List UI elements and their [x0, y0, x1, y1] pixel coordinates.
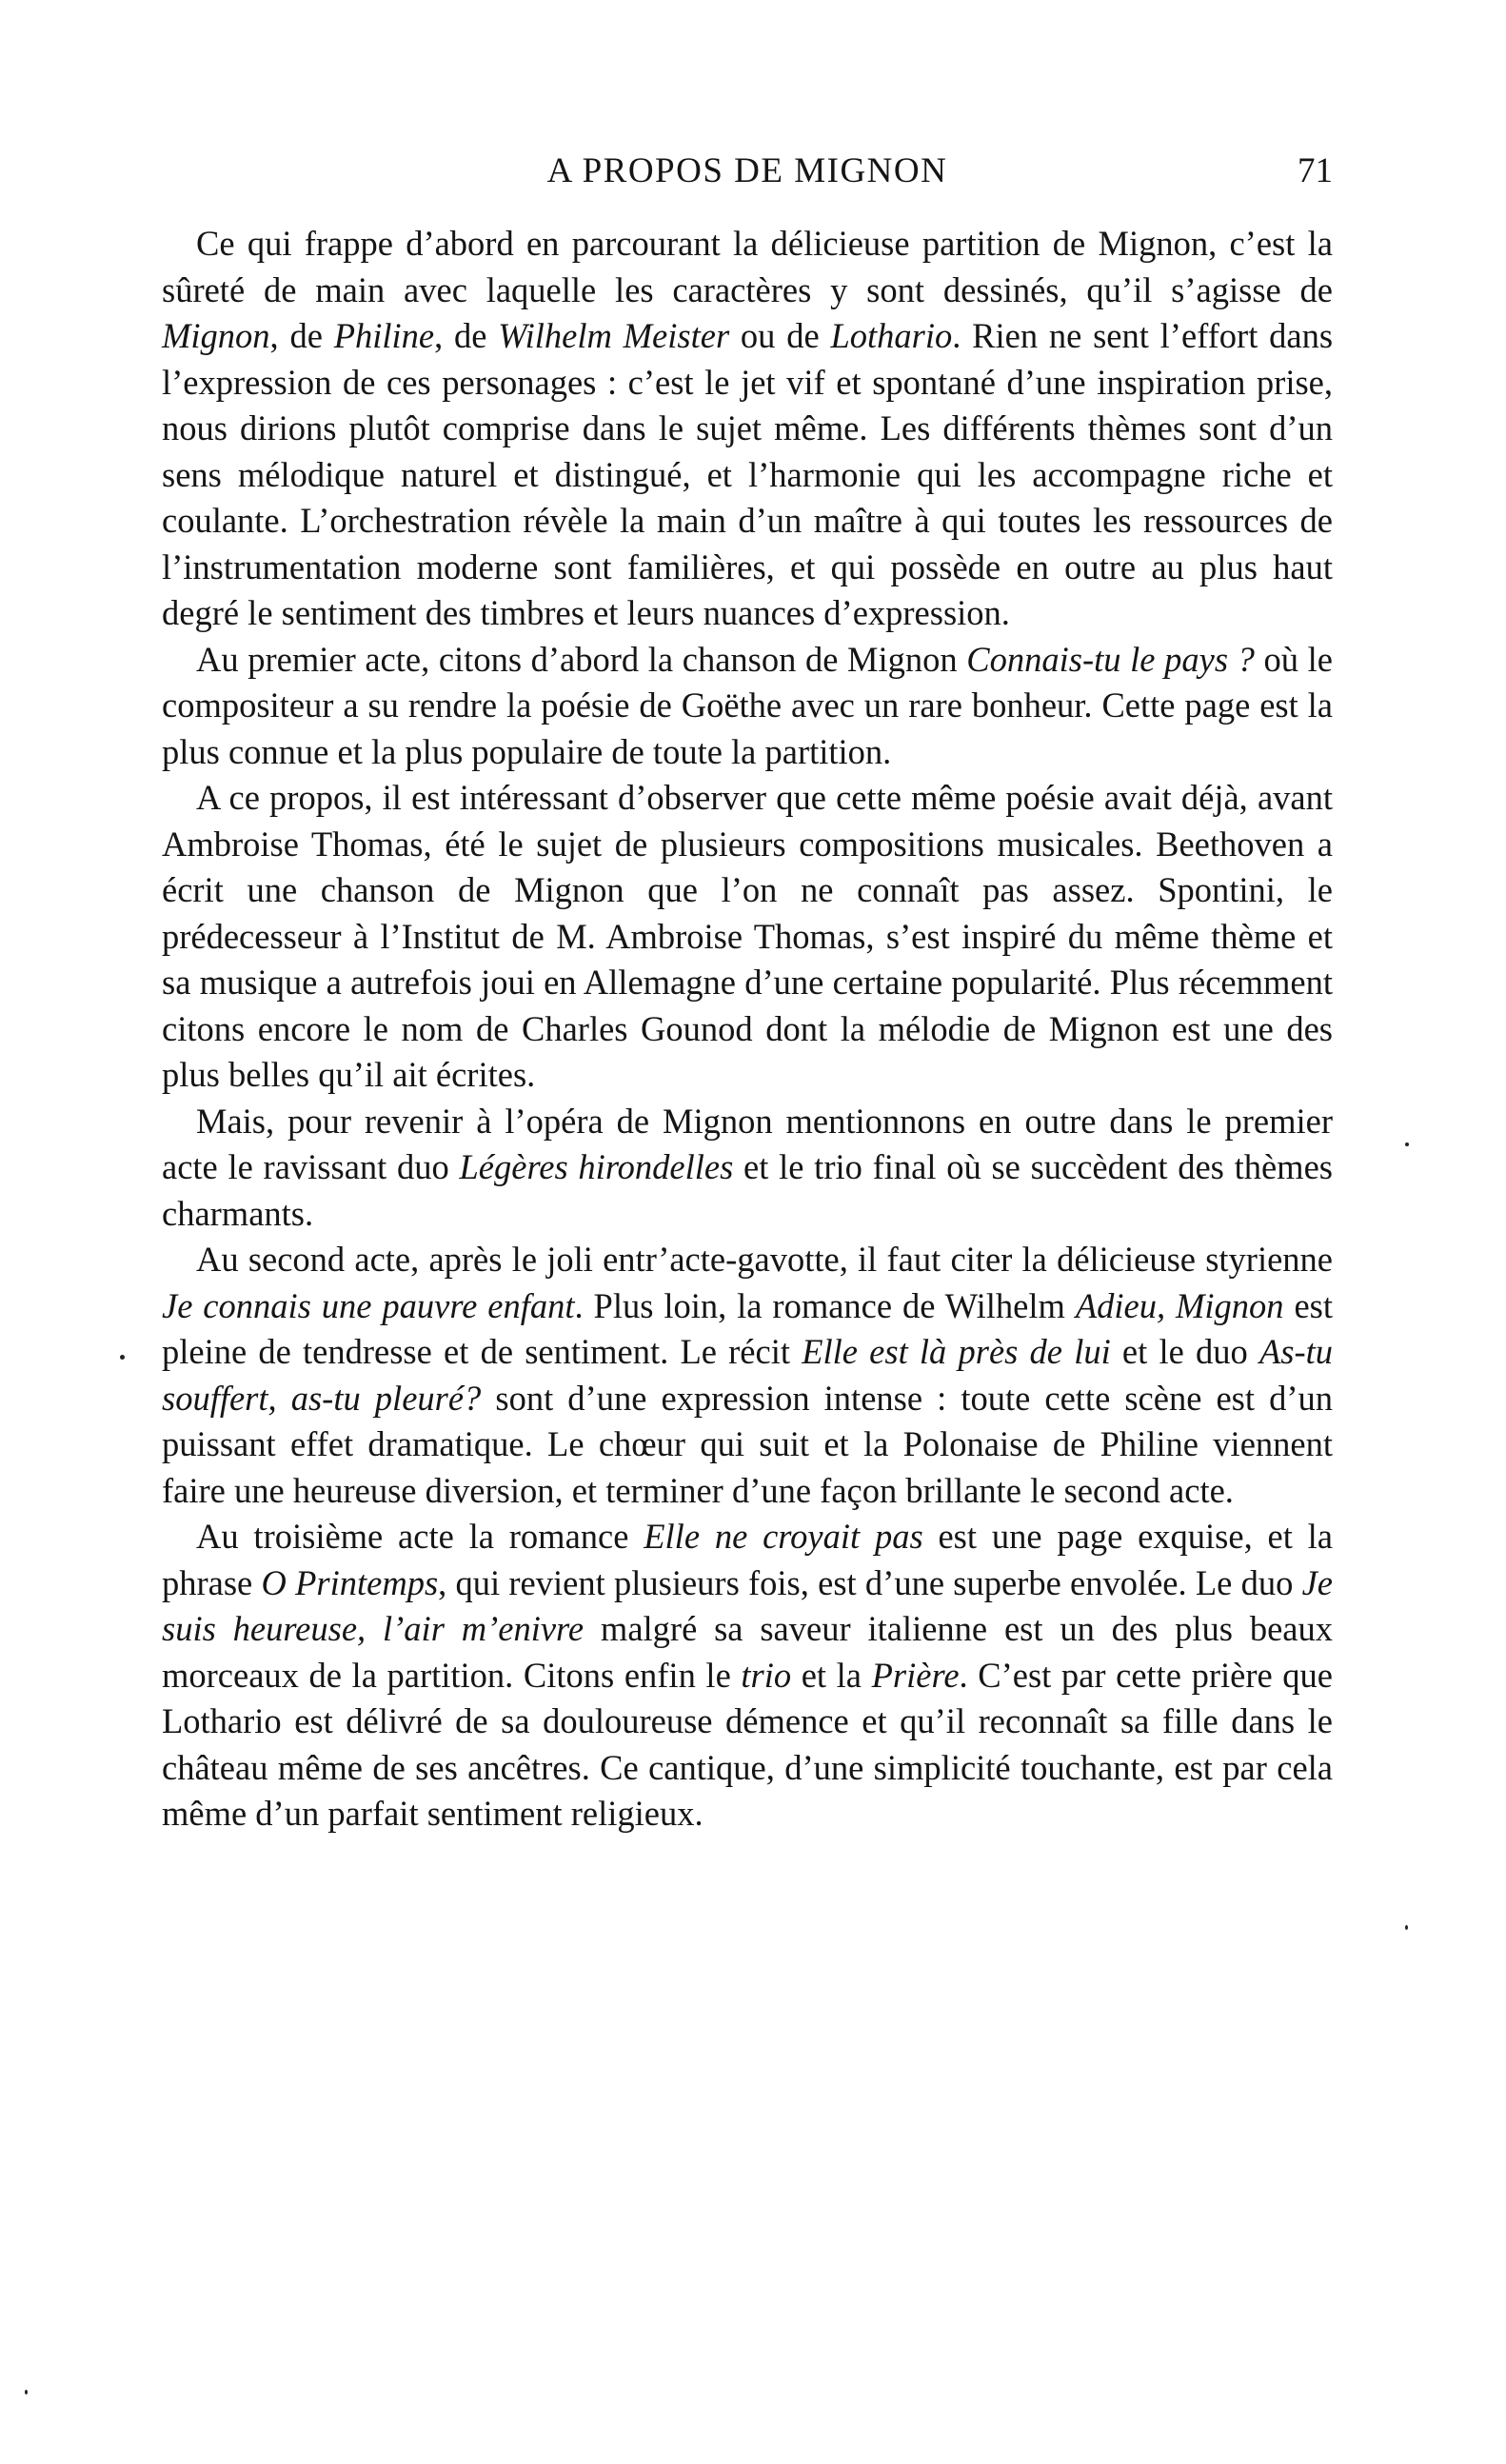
text-run: Au troisième acte la romance — [196, 1517, 644, 1556]
paragraph-1 — [162, 221, 1333, 637]
italic-title: Mignon — [162, 316, 270, 355]
italic-title: Elle est là près de lui — [802, 1332, 1111, 1371]
text-run: est une page exquise, et la phrase — [162, 1517, 1334, 1602]
scan-speck — [1405, 1143, 1409, 1146]
italic-title: trio — [741, 1655, 792, 1695]
text-run: , de — [434, 316, 499, 355]
italic-title: Connais-tu le pays ? — [966, 639, 1255, 679]
text-run: . Rien ne sent l’effort dans l’expression de ces personages : c’est le jet vif et spontané d’une inspiration prise, nous dirions plutôt comprise dans le sujet même. Les différents thèmes sont d’un sens mélodique naturel et distingué, et l’harmonie qui les accompagne riche et coulante. L’orchestration révèle la main d’un maître à qui toutes les ressources de l’instrumentation moderne sont familières, et qui possède en outre au plus haut degré le sentiment des timbres et leurs nuances d’expression. — [162, 316, 1334, 632]
italic-title: Prière — [871, 1655, 960, 1695]
italic-title: Elle ne croyait pas — [644, 1517, 923, 1556]
text-run: où le compositeur a su rendre la poésie de Goëthe avec un rare bonheur. Cette page est la plus connue et la plus populaire de toute la partition. — [162, 639, 1333, 771]
scan-speck — [1405, 1925, 1408, 1930]
text-run: et le duo — [1110, 1332, 1259, 1371]
italic-title: Adieu, Mignon — [1075, 1285, 1284, 1325]
page-number: 71 — [1298, 151, 1333, 190]
text-run: malgré sa saveur italienne est un des plus beaux morceaux de la partition. Citons enfin le — [162, 1609, 1333, 1695]
italic-title: Légères hirondelles — [459, 1147, 734, 1186]
scan-speck — [25, 2390, 28, 2394]
italic-title: As-tu souffert, as-tu pleuré? — [162, 1332, 1334, 1418]
text-run: . Plus loin, la romance de Wilhelm — [574, 1285, 1076, 1325]
text-run: Au premier acte, citons d’abord la chanson de Mignon — [196, 639, 967, 679]
running-head — [162, 143, 1333, 200]
paragraph-2 — [162, 637, 1333, 776]
paragraph-5 — [162, 1237, 1333, 1514]
italic-title: Lothario — [830, 316, 953, 355]
italic-title: Je connais une pauvre enfant — [162, 1285, 575, 1325]
running-title: A PROPOS DE MIGNON — [546, 151, 948, 190]
paragraph-4 — [162, 1099, 1333, 1238]
paragraph-6 — [162, 1514, 1333, 1838]
text-run: , de — [269, 316, 334, 355]
italic-title: O Printemps — [261, 1562, 439, 1602]
italic-title: Philine — [333, 316, 435, 355]
text-run: et la — [791, 1655, 872, 1695]
paragraph-3 — [162, 775, 1333, 1099]
text-run: Ce qui frappe d’abord en parcourant la délicieuse partition de Mignon, c’est la sûreté de main avec laquelle les caractères y sont dessinés, qu’il s’agisse de — [162, 224, 1333, 309]
body-text — [162, 221, 1333, 1838]
text-run: A ce propos, il est intéressant d’observer que cette même poésie avait déjà, avant Ambroise Thomas, été le sujet de plusieurs compositions musicales. Beethoven a écrit une chanson de Mignon que l’on ne connaît pas assez. Spontini, le prédecesseur à l’Institut de M. Ambroise Thomas, s’est inspiré du même thème et sa musique a autrefois joui en Allemagne d’une certaine popularité. Plus récemment citons encore le nom de Charles Gounod dont la mélodie de Mignon est une des plus belles qu’il ait écrites. — [162, 778, 1333, 1094]
text-run: . C’est par cette prière que Lothario est délivré de sa douloureuse démence et qu’il reconnaît sa fille dans le château même de ses ancêtres. Ce cantique, d’une simplicité touchante, est par cela même d’un parfait sentiment religieux. — [162, 1655, 1334, 1833]
text-run: ou de — [729, 316, 831, 355]
text-run: et le trio final où se succèdent des thèmes charmants. — [162, 1147, 1333, 1233]
scan-speck — [120, 1355, 125, 1360]
italic-title: Wilhelm Meister — [498, 316, 730, 355]
text-run: , qui revient plusieurs fois, est d’une superbe envolée. Le duo — [438, 1562, 1302, 1602]
text-run: sont d’une expression intense : toute cette scène est d’un puissant effet dramatique. Le chœur qui suit et la Polonaise de Philine viennent faire une heureuse diversion, et terminer d’une façon brillante le second acte. — [162, 1378, 1333, 1510]
text-run: Au second acte, après le joli entr’acte-gavotte, il faut citer la délicieuse styrienne — [196, 1240, 1333, 1279]
text-run: est pleine de tendresse et de sentiment. Le récit — [162, 1285, 1333, 1371]
italic-title: Je suis heureuse, l’air m’enivre — [162, 1562, 1333, 1648]
text-run: Mais, pour revenir à l’opéra de Mignon mentionnons en outre dans le premier acte le ravissant duo — [162, 1101, 1333, 1186]
